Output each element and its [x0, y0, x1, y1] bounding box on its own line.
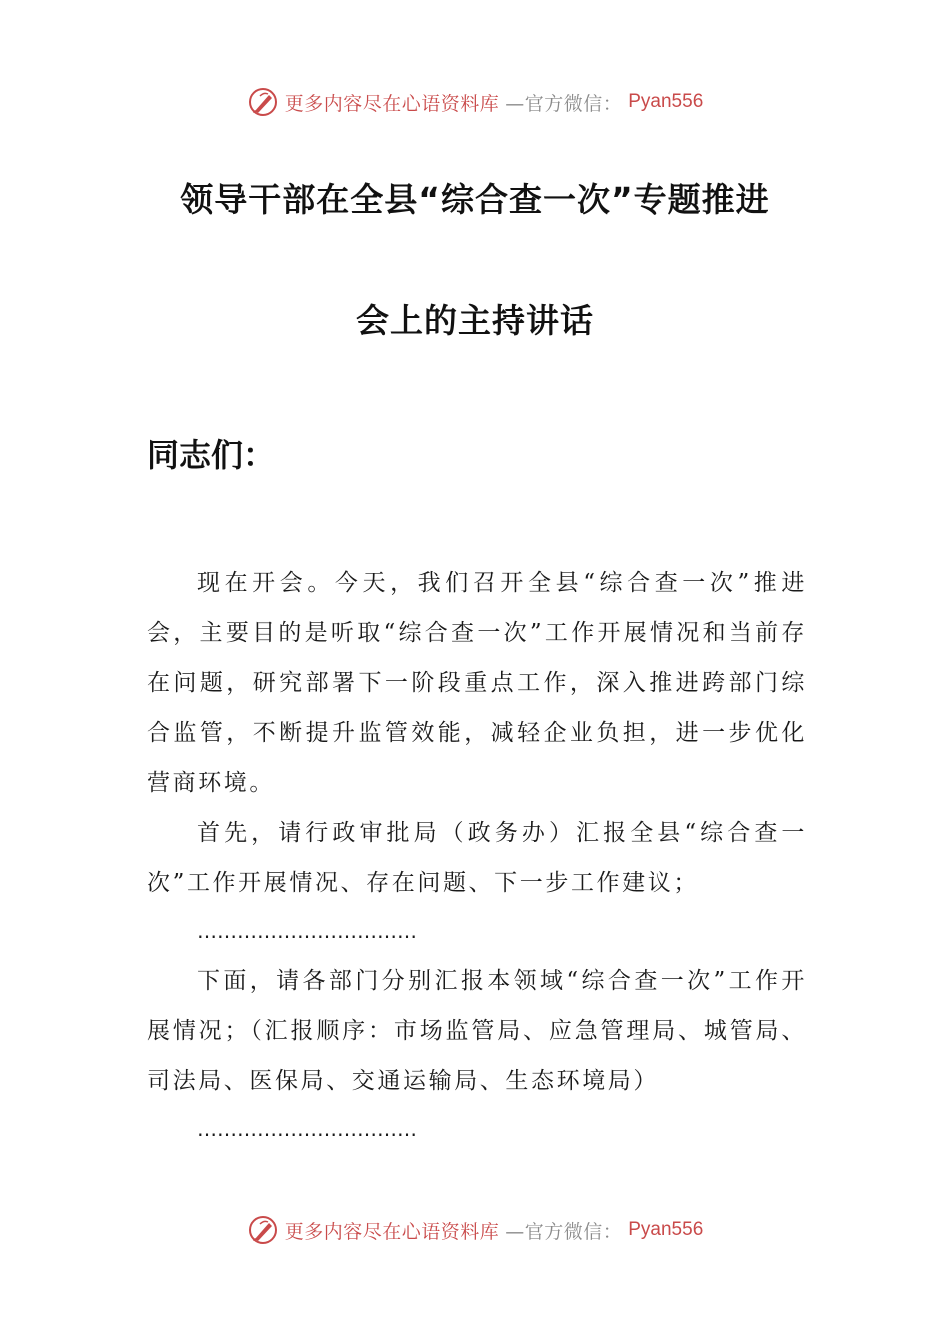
watermark-separator: —官方微信： — [505, 92, 623, 115]
quill-pen-icon — [247, 86, 279, 118]
watermark-wechat-id: Pyan556 — [628, 91, 704, 112]
paragraph-department-reports-text: 下面，请各部门分别汇报本领域“综合查一次”工作开展情况；（汇报顺序：市场监管局、应急管理局、城管局、司法局、医保局、交通运输局、生态环境局） — [147, 968, 807, 1094]
watermark-site-name: 更多内容尽在心语资料库 — [284, 92, 500, 115]
watermark-wechat-id: Pyan556 — [628, 1219, 704, 1240]
footer-watermark — [0, 1210, 950, 1250]
ellipsis-divider-1: …………………………… — [197, 919, 417, 943]
header-watermark — [0, 82, 950, 122]
paragraph-opening — [147, 558, 807, 808]
document-title-line-1: 领导干部在全县“综合查一次”专题推进 — [180, 180, 770, 219]
paragraph-first-report-text: 首先，请行政审批局（政务办）汇报全县“综合查一次”工作开展情况、存在问题、下一步工作建议； — [147, 820, 807, 896]
ellipsis-divider-2: …………………………… — [197, 1117, 417, 1141]
document-title-line-2: 会上的主持讲话 — [356, 301, 594, 340]
paragraph-first-report — [147, 808, 807, 908]
watermark-site-name: 更多内容尽在心语资料库 — [284, 1220, 500, 1243]
salutation: 同志们： — [147, 436, 276, 474]
quill-pen-icon — [247, 1214, 279, 1246]
watermark-separator: —官方微信： — [505, 1220, 623, 1243]
paragraph-opening-text: 现在开会。今天，我们召开全县“综合查一次”推进会，主要目的是听取“综合查一次”工作开展情况和当前存在问题，研究部署下一阶段重点工作，深入推进跨部门综合监管，不断提升监管效能，减轻企业负担，进一步优化营商环境。 — [147, 570, 807, 796]
paragraph-department-reports — [147, 956, 807, 1106]
